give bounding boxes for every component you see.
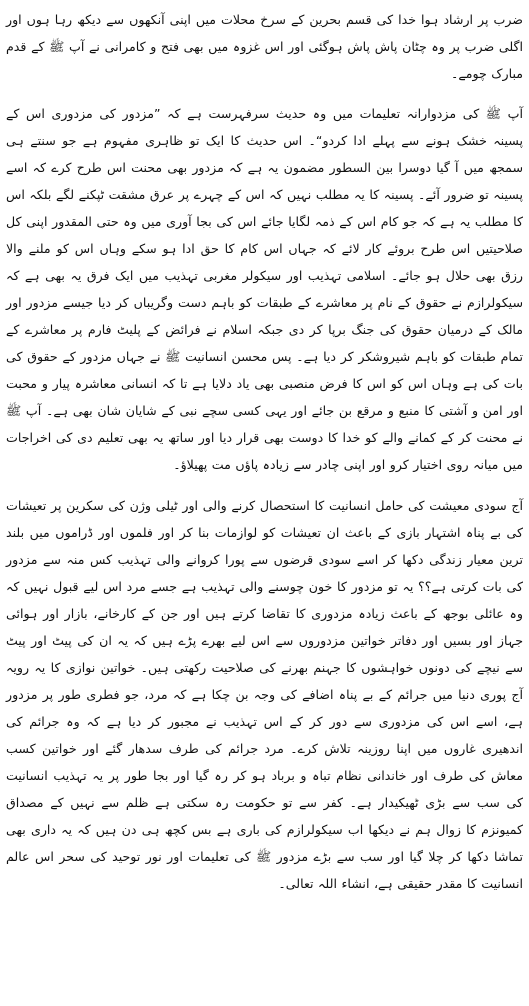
paragraph-spacer [6,87,523,100]
paragraph-spacer [6,478,523,492]
paragraph-usury-economy: آج سودی معیشت کی حامل انسانیت کا استحصال کرنے والی اور ٹیلی وژن کی سکرین پر تعیشات کی بے پناہ اشتہار بازی کے باعث ان تعیشات کو لوازمات بنا کر اور فلموں اور ڈراموں میں بلند ترین معیار زندگی دکھا کر اسے سودی قرضوں سے پورا کروانے والی تہذیب کس منہ سے مزدور کی بات کرتی ہے؟؟ یہ تو مزدور کا خون چوسنے والی تہذیب ہے جسے مرد اس لیے قبول نہیں کہ وہ عائلی بوجھ کے باعث زیادہ مزدوری کا تقاضا کرتے ہیں اور جن کے کارخانے، بازار اور ہوائی جہاز اور بسیں اور دفاتر خواتین مزدوروں سے اس لیے بھرے پڑے ہیں کہ یہ ان کی پیٹ اور پیٹ سے نیچے کی دونوں خواہشوں کا جہنم بھرنے کی صلاحیت رکھتی ہیں۔ خواتین نوازی کا یہ رویہ آج پوری دنیا میں جرائم کے بے پناہ اضافے کی وجہ بن چکا ہے کہ مرد، جو فطری طور پر مزدور ہے، اسے اس کی مزدوری سے دور کر کے اس تہذیب نے مجبور کر دیا ہے کہ وہ جرائم کی اندھیری غاروں میں اپنا روزینہ تلاش کرے۔ مرد جرائم کی طرف سدھار گئے اور خواتین کسب معاش کی طرف اور خاندانی نظام تباہ و برباد ہو کر رہ گیا اور بجا طور پر یہ تہذیب انسانیت کی سب سے بڑی ٹھیکیدار ہے۔ کفر سے تو حکومت رہ سکتی ہے ظلم سے نہیں کے مصداق کمیونزم کا زوال ہم نے دیکھا اب سیکولرازم کی باری ہے بس کچھ ہی دن ہیں کہ یہ داری بھی تماشا دکھا کر چلا گیا اور سب سے بڑے مزدور ﷺ کی تعلیمات اور نور توحید کی سحر اس عالم انسانیت کا مقدر حقیقی ہے، انشاء اللہ تعالی۔ [6,498,523,891]
paragraph-labor-teachings: آپ ﷺ کی مزدوارانہ تعلیمات میں وہ حدیث سرفہرست ہے کہ ”مزدور کی مزدوری اس کے پسینہ خشک ہونے سے پہلے ادا کردو“۔ اس حدیث کا ایک تو ظاہری مفہوم ہے جو سنتے ہی سمجھ میں آ گیا دوسرا بین السطور مضمون یہ ہے کہ مزدور بھی محنت اس طرح کرے کہ اسے پسینہ تو ضرور آئے۔ پسینہ کا یہ مطلب نہیں کہ اس کے چہرے پر عرق مشقت ٹپکنے لگے بلکہ اس کا مطلب یہ ہے کہ جو کام اس کے ذمہ لگایا جائے اس کی بجا آوری میں وہ حتی المقدور اپنی کل صلاحیتیں اس طرح بروئے کار لائے کہ جہاں اس کام کا حق ادا ہو سکے وہاں اس کو ملنے والا رزق بھی حلال ہو جائے۔ اسلامی تہذیب اور سیکولر مغربی تہذیب میں ایک فرق یہ بھی ہے کہ سیکولرازم نے حقوق کے نام پر معاشرے کے طبقات کو باہم دست وگریباں کر دیا جیسے مزدور اور مالک کے درمیان حقوق کی جنگ برپا کر دی جبکہ اسلام نے فرائض کے پلیٹ فارم پر معاشرے کے تمام طبقات کو باہم شیروشکر کر دیا ہے۔ پس محسن انسانیت ﷺ نے جہاں مزدور کے حقوق کی بات کی ہے وہاں اس کو اس کا فرض منصبی بھی یاد دلایا ہے تا کہ انسانی معاشرہ پیار و محبت اور امن و آشتی کا منبع و مرقع بن جائے اور یہی کسی سچے نبی کے شایان شان بھی ہے۔ آپ ﷺ نے محنت کر کے کمانے والے کو خدا کا دوست بھی قرار دیا اور ساتھ یہ بھی تعلیم دی کی اخراجات میں میانہ روی اختیار کرو اور اپنی چادر سے زیادہ پاؤں مت پھیلاؤ۔ [6,106,523,472]
paragraph-victory-hadith: ضرب پر ارشاد ہوا خدا کی قسم بحرین کے سرخ محلات میں اپنی آنکھوں سے دیکھ رہا ہوں اور اگلی ضرب پر وہ چٹان پاش پاش ہوگئی اور اس غزوہ میں بھی فتح و کامرانی نے آپ ﷺ کے قدم مبارک چومے۔ [6,12,523,81]
